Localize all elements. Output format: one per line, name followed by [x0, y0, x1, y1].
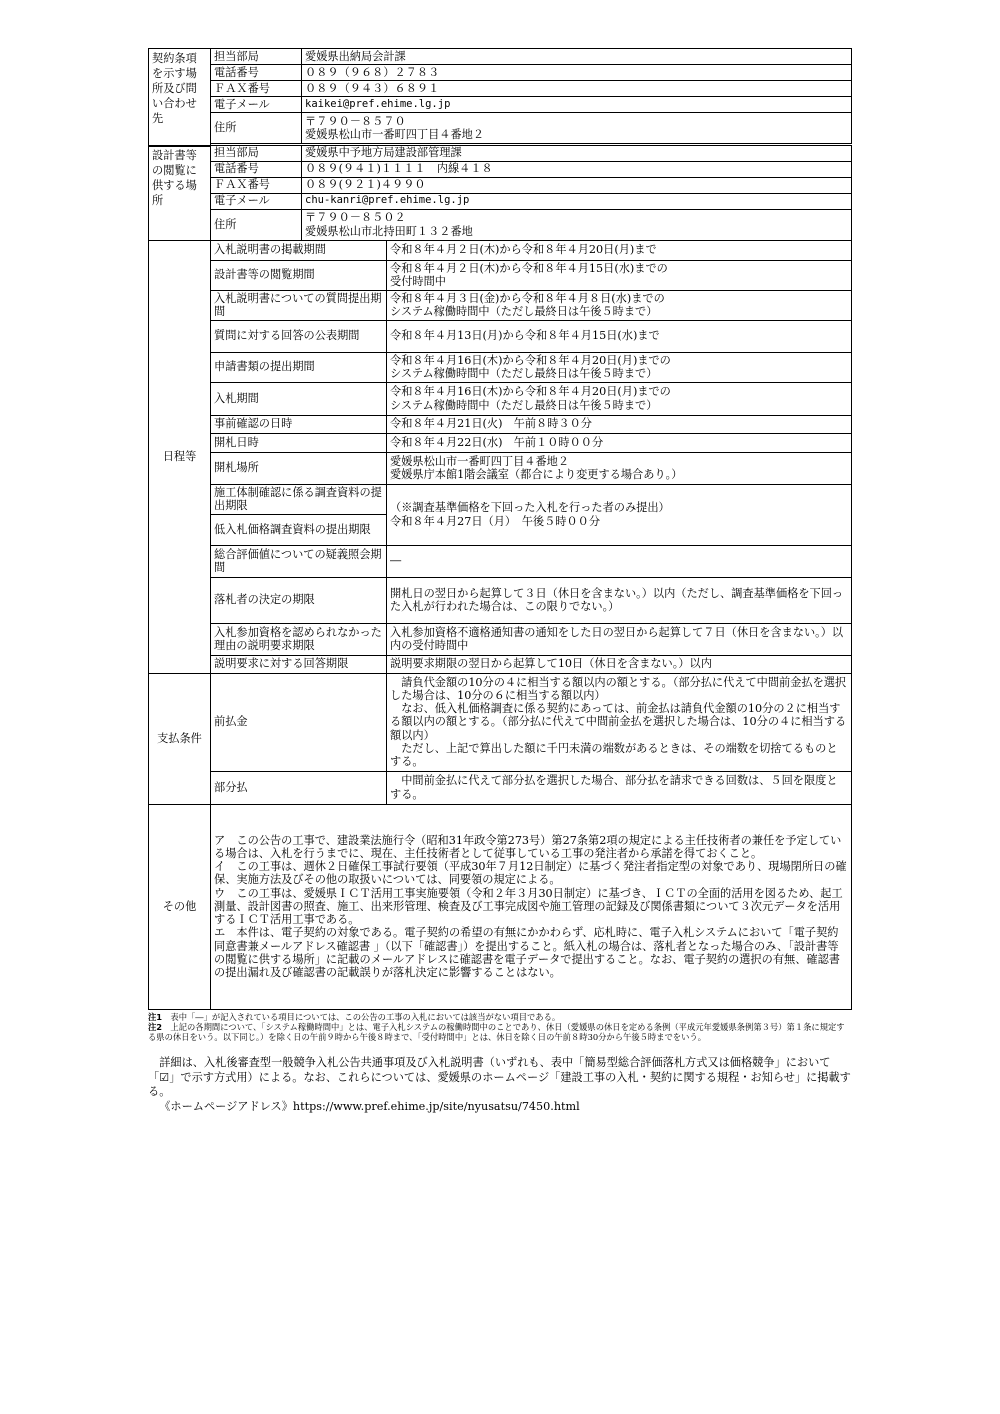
- value-line: 令和８年４月16日(木)から令和８年４月20日(月)までの: [390, 353, 671, 367]
- value-line: 令和８年４月２日(木)から令和８年４月15日(水)までの: [390, 261, 668, 275]
- schedule-label: 落札者の決定の期限: [211, 577, 387, 623]
- notice-page: [148, 48, 852, 1114]
- advance-text: [387, 673, 852, 771]
- contract-value: 愛媛県出納局会計課: [302, 49, 852, 65]
- schedule-value: 令和８年４月22日(水) 午前１０時００分: [387, 433, 852, 452]
- design-value: ０８９(９４１)１１１１ 内線４１８: [302, 161, 852, 177]
- value-line: （※調査基準価格を下回った入札を行った者のみ提出）: [390, 501, 670, 515]
- schedule-value: ―: [387, 545, 852, 577]
- schedule-label: 入札期間: [211, 382, 387, 415]
- other-item: エ 本件は、電子契約の対象である。電子契約の希望の有無にかかわらず、応札時に、電子入札システムにおいて「電子契約同意書兼メールアドレス確認書 」（以下「確認書」）を提出すること。紙入札の場合は、落札者となった場合のみ、「設計書等の閲覧に供する場所」に記載のメールアドレスに確認書を電子データで提出すること。なお、電子契約の選択の有無、確認書の提出漏れ及び確認書の記載誤りが落札決定に影響することはない。: [214, 926, 840, 979]
- footnote-1: [148, 1012, 852, 1022]
- other-item: ア この公告の工事で、建設業法施行令（昭和31年政令第273号）第27条第2項の規定による主任技術者の兼任を予定している場合は、入札を行うまでに、現在、主任技術者として従事している工事の発注者から承諾を得ておくこと。: [214, 833, 842, 861]
- design-label: 住所: [211, 209, 302, 240]
- contract-heading: 契約条項を示す場所及び問い合わせ先: [149, 49, 211, 147]
- other-heading: その他: [149, 804, 211, 1009]
- schedule-value: [387, 484, 852, 545]
- contract-table: [148, 48, 852, 147]
- homepage-address[interactable]: 《ホームページアドレス》https://www.pref.ehime.jp/site/nyusatsu/7450.html: [159, 1099, 580, 1113]
- value-line: システム稼働時間中（ただし最終日は午後５時まで）: [390, 367, 658, 380]
- design-address: [302, 209, 852, 240]
- advance-paragraph: 請負代金額の10分の４に相当する額以内の額とする。（部分払に代えて中間前金払を選択した場合は、10分の６に相当する額以内）: [390, 675, 847, 702]
- schedule-label: 低入札価格調査資料の提出期限: [211, 514, 387, 545]
- schedule-value: 令和８年４月２日(木)から令和８年４月20日(月)まで: [387, 240, 852, 260]
- schedule-value: [387, 382, 852, 415]
- schedule-label: 入札説明書の掲載期間: [211, 240, 387, 260]
- design-label: 電子メール: [211, 193, 302, 209]
- detail-text: 詳細は、入札後審査型一般競争入札公告共通事項及び入札説明書（いずれも、表中「簡易型総合評価落札方式又は価格競争」において「☑」で示す方式用）による。なお、これらについては、愛媛県のホームページ「建設工事の入札・契約に関する規程・お知らせ」に掲載する。: [148, 1056, 851, 1099]
- schedule-value: [387, 260, 852, 290]
- schedule-value: 入札参加資格不適格通知書の通知をした日の翌日から起算して７日（休日を含まない。）以内の受付時間中: [387, 623, 852, 655]
- value-line: システム稼働時間中（ただし最終日は午後５時まで）: [390, 305, 658, 318]
- value-line: 令和８年４月27日（月） 午後５時００分: [390, 514, 601, 528]
- design-label: 電話番号: [211, 161, 302, 177]
- advance-paragraph: ただし、上記で算出した額に千円未満の端数があるときは、その端数を切捨てるものとする。: [390, 741, 838, 768]
- schedule-label: 説明要求に対する回答期限: [211, 655, 387, 673]
- contract-street: 愛媛県松山市一番町四丁目４番地２: [305, 128, 485, 141]
- design-value: 愛媛県中予地方局建設部管理課: [302, 145, 852, 161]
- value-line: 愛媛県庁本館1階会議室（都合により変更する場合あり。）: [390, 468, 683, 481]
- schedule-label: 開札場所: [211, 452, 387, 484]
- schedule-value: 令和８年４月13日(月)から令和８年４月15日(水)まで: [387, 320, 852, 352]
- schedule-label: 施工体制確認に係る調査資料の提出期限: [211, 484, 387, 514]
- contract-label: ＦＡＸ番号: [211, 81, 302, 97]
- design-street: 愛媛県松山市北持田町１３２番地: [305, 224, 473, 238]
- contract-label: 住所: [211, 113, 302, 144]
- schedule-label: 事前確認の日時: [211, 415, 387, 433]
- schedule-label: 設計書等の閲覧期間: [211, 260, 387, 290]
- payment-table: [148, 673, 852, 805]
- detail-block: [148, 1056, 852, 1114]
- schedule-value: [387, 452, 852, 484]
- schedule-label: 入札参加資格を認められなかった理由の説明要求期限: [211, 623, 387, 655]
- schedule-label: 総合評価値についての疑義照会期間: [211, 545, 387, 577]
- design-table: [148, 145, 852, 241]
- partial-text: 中間前金払に代えて部分払を選択した場合、部分払を請求できる回数は、５回を限度とする。: [387, 771, 852, 804]
- schedule-value: 説明要求期限の翌日から起算して10日（休日を含まない。）以内: [387, 655, 852, 673]
- contract-address: [302, 113, 852, 144]
- value-line: 愛媛県松山市一番町四丁目４番地２: [390, 454, 570, 468]
- design-value: ０８９(９２１)４９９０: [302, 177, 852, 193]
- footnote-label: 注2: [148, 1021, 163, 1032]
- contract-label: 電話番号: [211, 65, 302, 81]
- schedule-value: 令和８年４月21日(火) 午前８時３０分: [387, 415, 852, 433]
- schedule-table: [148, 240, 852, 674]
- schedule-label: 開札日時: [211, 433, 387, 452]
- footnote-label: 注1: [148, 1011, 163, 1022]
- design-label: 担当部局: [211, 145, 302, 161]
- other-item: ウ この工事は、愛媛県ＩＣＴ活用工事実施要領（令和２年３月30日制定）に基づき、ＩＣＴの全面的活用を図るため、起工測量、設計図書の照査、施工、出来形管理、検査及び工事完成図や施工管理の記録及び関係書類について３次元データを活用するＩＣＴ活用工事である。: [214, 886, 843, 927]
- footnote-text: 上記の各期間について、「システム稼働時間中」とは、電子入札システムの稼働時間中のことであり、休日（愛媛県の休日を定める条例（平成元年愛媛県条例第３号）第１条に規定する県の休日をいう。以下同じ。）を除く日の午前９時から午後８時まで、「受付時間中」とは、休日を除く日の午前８時30分から午後５時までをいう。: [148, 1021, 845, 1042]
- schedule-value: [387, 290, 852, 320]
- design-email: chu-kanri@pref.ehime.lg.jp: [302, 193, 852, 209]
- schedule-value: 開札日の翌日から起算して３日（休日を含まない。）以内（ただし、調査基準価格を下回った入札が行われた場合は、この限りでない。）: [387, 577, 852, 623]
- schedule-value: [387, 352, 852, 382]
- schedule-heading: 日程等: [149, 240, 211, 673]
- design-label: ＦＡＸ番号: [211, 177, 302, 193]
- contract-email: kaikei@pref.ehime.lg.jp: [302, 97, 852, 113]
- value-line: 令和８年４月３日(金)から令和８年４月８日(水)までの: [390, 291, 665, 305]
- partial-label: 部分払: [211, 771, 387, 804]
- value-line: 令和８年４月16日(木)から令和８年４月20日(月)までの: [390, 385, 671, 399]
- contract-value: ０８９（９４３）６８９１: [302, 81, 852, 97]
- schedule-label: 質問に対する回答の公表期間: [211, 320, 387, 352]
- footnote-text: 表中「―」が記入されている項目については、この公告の工事の入札においては該当がない項目である。: [170, 1011, 561, 1022]
- contract-postal: 〒７９０－８５７０: [305, 114, 406, 128]
- footnotes: [148, 1012, 852, 1043]
- payment-heading: 支払条件: [149, 673, 211, 804]
- contract-label: 担当部局: [211, 49, 302, 65]
- value-line: 受付時間中: [390, 275, 446, 288]
- other-table: [148, 804, 852, 1010]
- design-postal: 〒７９０－８５０２: [305, 211, 406, 225]
- schedule-label: 入札説明書についての質問提出期間: [211, 290, 387, 320]
- contract-label: 電子メール: [211, 97, 302, 113]
- other-item: イ この工事は、週休２日確保工事試行要領（平成30年７月12日制定）に基づく発注者指定型の対象であり、現場閉所日の確保、実施方法及びその他の取扱いについては、同要領の規定による。: [214, 860, 847, 887]
- value-line: システム稼働時間中（ただし最終日は午後５時まで）: [390, 398, 658, 412]
- contract-value: ０８９（９６８）２７８３: [302, 65, 852, 81]
- advance-label: 前払金: [211, 673, 387, 771]
- advance-paragraph: なお、低入札価格調査に係る契約にあっては、前金払は請負代金額の10分の２に相当する額以内の額とする。（部分払に代えて中間前金払を選択した場合は、10分の４に相当する額以内）: [390, 702, 847, 742]
- design-heading: 設計書等の閲覧に供する場所: [149, 145, 211, 240]
- footnote-2: [148, 1022, 852, 1042]
- other-text: [211, 804, 852, 1009]
- schedule-label: 申請書類の提出期間: [211, 352, 387, 382]
